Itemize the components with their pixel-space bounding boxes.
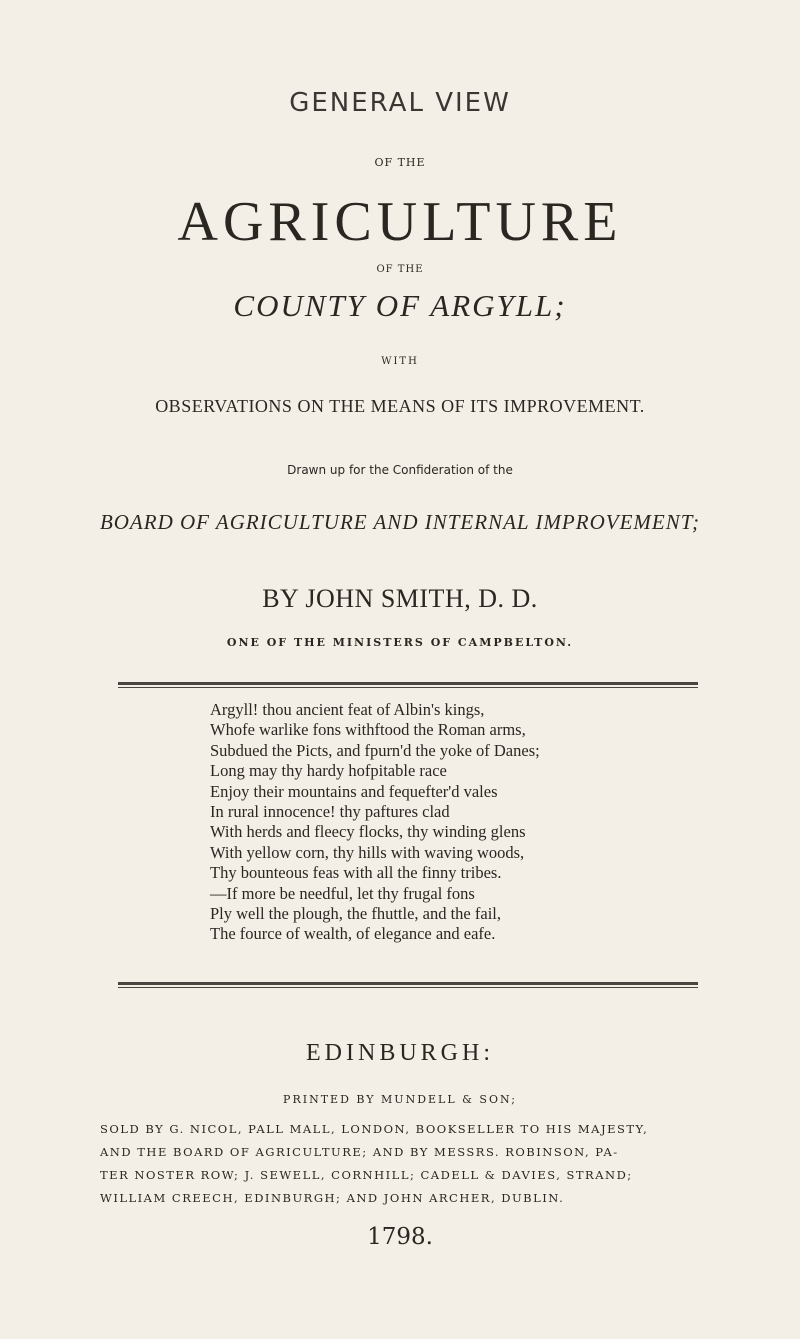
heading-county: COUNTY OF ARGYLL; xyxy=(233,288,567,323)
epigraph-poem xyxy=(210,700,710,945)
heading-general-view: GENERAL VIEW xyxy=(289,88,511,118)
heading-observations: OBSERVATIONS ON THE MEANS OF ITS IMPROVEMENT. xyxy=(155,396,645,416)
author-line: BY JOHN SMITH, D. D. xyxy=(262,584,538,613)
heading-agriculture: AGRICULTURE xyxy=(177,191,623,253)
poem-line: Thy bounteous feas with all the finny tribes. xyxy=(210,863,502,883)
heading-of-the-2: OF THE xyxy=(376,264,424,275)
imprint-printer: PRINTED BY MUNDELL & SON; xyxy=(283,1093,517,1106)
imprint-sold-by xyxy=(100,1118,740,1210)
poem-line: In rural innocence! thy paftures clad xyxy=(210,802,450,822)
drawn-up-line: Drawn up for the Confideration of the xyxy=(287,463,513,477)
divider-bottom xyxy=(118,982,698,988)
imprint-city: EDINBURGH: xyxy=(306,1040,494,1066)
poem-line: Long may thy hardy hofpitable race xyxy=(210,761,447,781)
imprint-year: 1798. xyxy=(367,1224,433,1250)
board-line: BOARD OF AGRICULTURE AND INTERNAL IMPROVEMENT; xyxy=(99,510,701,534)
heading-with: WITH xyxy=(381,356,419,367)
sold-by-line: TER NOSTER ROW; J. SEWELL, CORNHILL; CADELL & DAVIES, STRAND; xyxy=(100,1168,633,1182)
poem-line: Argyll! thou ancient feat of Albin's kings, xyxy=(210,700,485,719)
poem-line: The fource of wealth, of elegance and eafe. xyxy=(210,924,496,944)
sold-by-line: AND THE BOARD OF AGRICULTURE; AND BY MESSRS. ROBINSON, PA- xyxy=(100,1145,619,1159)
poem-line: Whofe warlike fons withftood the Roman arms, xyxy=(210,720,526,740)
sold-by-line: WILLIAM CREECH, EDINBURGH; AND JOHN ARCHER, DUBLIN. xyxy=(100,1191,565,1205)
sold-by-line: SOLD BY G. NICOL, PALL MALL, LONDON, BOOKSELLER TO HIS MAJESTY, xyxy=(100,1122,649,1136)
poem-line: Enjoy their mountains and fequefter'd vales xyxy=(210,781,498,801)
heading-of-the: OF THE xyxy=(374,156,426,169)
poem-line: Ply well the plough, the fhuttle, and the fail, xyxy=(210,904,501,924)
poem-line: —If more be needful, let thy frugal fons xyxy=(210,883,475,903)
divider-top xyxy=(118,682,698,688)
poem-line: Subdued the Picts, and fpurn'd the yoke of Danes; xyxy=(210,740,540,760)
poem-line: With herds and fleecy flocks, thy winding glens xyxy=(210,822,526,842)
poem-line: With yellow corn, thy hills with waving woods, xyxy=(210,842,525,862)
author-role: ONE OF THE MINISTERS OF CAMPBELTON. xyxy=(226,636,574,649)
